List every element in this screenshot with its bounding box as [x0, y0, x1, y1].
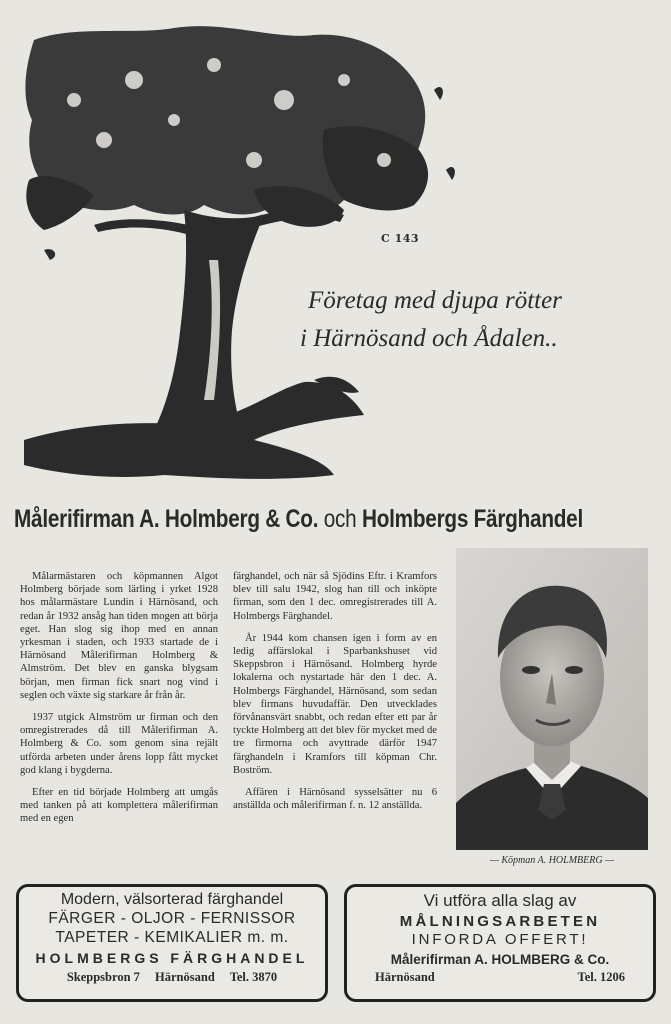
ad-right-phone: Tel. 1206 — [577, 970, 625, 984]
article-paragraph: År 1944 kom chansen igen i form av en ledig affärslokal i Sparbankshuset vid Skeppsbron i Härnösand. Holmberg hyrde lokalerna och nystartade här den 1 dec. A. Holmbergs Färghandel, Härnösand, som sedan blev firmans huvudaffär. Den utvecklades förvånansvärt snabbt, och redan efter ett par år tyckte Holmberg att det blev för mycket med de tre firmorna och avyttrade därför 1947 färghandeln i Kramfors till köpman Chr. Boström. — [233, 632, 437, 776]
photo-caption: — Köpman A. HOLMBERG — — [490, 855, 614, 866]
tagline-line-2: i Härnösand och Ådalen.. — [300, 325, 558, 352]
article-column-1 — [20, 570, 218, 835]
headline — [14, 505, 583, 534]
ad-right-contact — [347, 970, 653, 985]
article-paragraph: Efter en tid började Holmberg att umgås med tanken på att komplettera målerifirman med en egen — [20, 787, 218, 825]
article-paragraph: Affären i Härnösand sysselsätter nu 6 anställda och målerifirman f. n. 12 anställda. — [233, 787, 437, 812]
ad-right-line-3: INFORDA OFFERT! — [411, 931, 589, 948]
ad-malerifirman — [344, 884, 656, 1002]
article-paragraph: 1937 utgick Almström ur firman och den omregistrerades då till Målerifirman A. Holmberg & Co. som genom sina rejält utförda arbeten under årens lopp fått mycket god klang i bygderna. — [20, 712, 218, 776]
ad-right-line-4: Målerifirman A. HOLMBERG & Co. — [390, 952, 610, 967]
ad-code: C 143 — [381, 232, 420, 245]
ad-left-contact — [19, 970, 325, 985]
ad-right-line-2: MÅLNINGSARBETEN — [399, 913, 601, 930]
article-column-2 — [233, 570, 437, 821]
headline-part-1: Målerifirman A. Holmberg & Co. — [14, 505, 319, 533]
ad-left-line-2: FÄRGER - OLJOR - FERNISSOR — [48, 910, 296, 927]
ad-left-line-1: Modern, välsorterad färghandel — [60, 891, 284, 908]
portrait-person-icon — [456, 548, 648, 850]
tree-illustration-icon — [14, 20, 464, 500]
ad-left-city: Härnösand — [155, 970, 215, 984]
headline-part-2: Holmbergs Färghandel — [361, 505, 583, 533]
headline-och: och — [323, 505, 357, 533]
portrait-photo — [456, 548, 648, 850]
article-paragraph: Målarmästaren och köpmannen Algot Holmberg började som lärling i yrket 1928 hos målarmästare Lundin i Härnösand, och redan år 1932 ansåg han tiden mogen att börja eget. Han slog sig ihop med en annan yrkesman i staden, och 1933 startade de i Härnösand Målerifirman Holmberg & Almström. Det blev en ganska blygsam början, men firman fick snart nog vind i seglen och växte sig starkare år från år. — [20, 571, 218, 701]
ad-holmbergs-farghandel — [16, 884, 328, 1002]
article-paragraph: färghandel, och när så Sjödins Eftr. i Kramfors blev till salu 1942, slog han till och inköpte firman, som den 1 dec. omregistrerades till A. Holmbergs Färghandel. — [233, 571, 437, 622]
tagline-line-1: Företag med djupa rötter — [308, 287, 562, 314]
ad-left-address: Skeppsbron 7 — [66, 970, 140, 984]
ad-left-line-4: HOLMBERGS FÄRGHANDEL — [35, 950, 309, 966]
ad-right-city: Härnösand — [375, 970, 435, 984]
ad-right-line-1: Vi utföra alla slag av — [423, 891, 577, 910]
ad-left-phone: Tel. 3870 — [229, 970, 278, 984]
ad-left-line-3: TAPETER - KEMIKALIER m. m. — [55, 929, 289, 946]
tagline — [300, 282, 671, 358]
